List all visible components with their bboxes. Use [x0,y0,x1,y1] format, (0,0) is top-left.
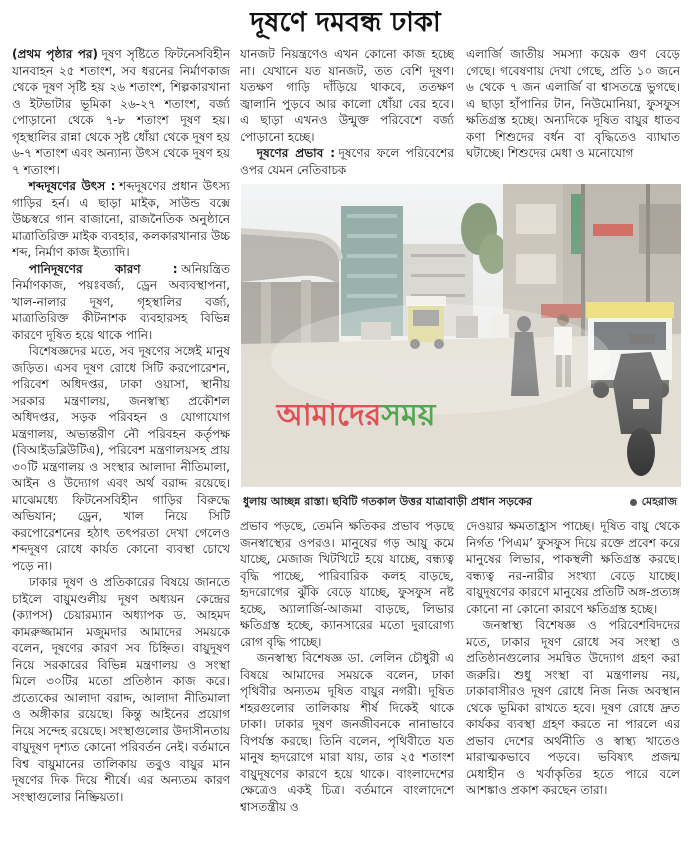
column-3-bottom [466,518,680,842]
paragraph [12,343,230,574]
subhead-impact: দূষণের প্রভাব : [256,146,336,160]
paragraph-text: জনস্বাস্থ্য বিশেষজ্ঞ ডা. লেলিন চৌধুরী এ বিষয়ে আমাদের সময়কে বলেন, ঢাকা পৃথিবীর অন্যতম দূষিত বায়ুর নগরী। দূষিত শহরগুলোর তালিকায় শীর্ষ দিকেই থাকে ঢাকা। ঢাকার দূষণ জনজীবনকে নানাভাবে বিপর্যস্ত করছে। তিনি বলেন, পৃথিবীতে যত মানুষ হৃদরোগে মারা যায়, তার ২৫ শতাংশ বায়ুদূষণের কারণে হয়ে থাকে। বাংলাদেশের ক্ষেত্রেও একই চিত্র। বর্তমানে বাংলাদেশে শ্বাসতন্ত্রীয় ও [240,651,454,814]
photo-credit [630,492,677,512]
photo-caption: ধুলায় আচ্ছন্ন রাস্তা। ছবিটি গতকাল উত্তর যাত্রাবাড়ী প্রধান সড়কের [243,495,533,508]
paragraph-text: শব্দদূষণের প্রধান উৎস্য গাড়ির হর্ন। এ ছাড়া মাইক, সাউন্ড বক্সে উচ্চস্বরে গান বাজানো, রাজনৈতিক অনুষ্ঠানে মাত্রাতিরিক্ত মাইক ব্যবহার, কলকারখানার উচ্চ শব্দ, নির্মাণ কাজ ইত্যাদি। [12,179,230,259]
paragraph [12,261,230,344]
paragraph [12,46,230,178]
paragraph-text: যানজট নিয়ন্ত্রণেও এখন কোনো কাজ হচ্ছে না। যেখানে যত যানজট, তত বেশি দূষণ। যতক্ষণ গাড়ি দাঁড়িয়ে থাকবে, ততক্ষণ জ্বালানি পুড়বে আর কালো ধোঁয়া বের হবে। এ ছাড়া এখনও উন্মুক্ত পরিবেশে বর্জ্য পোড়ানো হচ্ছে। [240,47,454,144]
paragraph [466,46,680,162]
paragraph-text: অনিয়ন্ত্রিত নির্মাণকাজ, পয়ঃবর্জ্য, ড্রেন অব্যবস্থাপনা, খাল-নালার দূষণ, গৃহস্থালির বর্জ্য, মাত্রাতিরিক্ত কীটনাশক ব্যবহারসহ বিভিন্ন কারণে দূষিত হয়ে থাকে পানি। [12,261,230,342]
paragraph [466,518,680,617]
paragraph-text: এলার্জি জাতীয় সমস্যা কয়েক গুণ বেড়ে গেছে। গবেষণায় দেখা গেছে, প্রতি ১০ জনে ৬ থেকে ৭ জন এলার্জি বা শ্বাসতন্ত্রে ভুগছে। এ ছাড়া হাঁপানির টান, নিউমোনিয়া, ফুসফুস ক্ষতিগ্রস্ত হচ্ছে। অন্যদিকে দূষিত বায়ুর ধাতব কণা শিশুদের বর্ধন বা বৃদ্ধিতেও ব্যাঘাত ঘটাচ্ছে। শিশুদের মেধা ও মনোযোগ [466,47,680,160]
paragraph-text: দূষণের ফলে পরিবেশের ওপর যেমন নেতিবাচক [240,146,454,177]
paragraph [240,518,454,650]
column-1 [12,46,230,842]
paragraph-text: দেওয়ার ক্ষমতাহ্রাস পাচ্ছে। দূষিত বায়ু থেকে নির্গত ‘পিএম’ ফুসফুস দিয়ে রক্তে প্রবেশ করে মানুষের লিভার, পাকস্থলী ক্ষতিগ্রস্ত করছে। বন্ধ্যত্ব নর-নারীর সংখ্যা বেড়ে যাচ্ছে। বায়ুদূষণের কারণে মানুষের প্রতিটি অঙ্গ-প্রত্যঙ্গ কোনো না কোনো কারণে ক্ষতিগ্রস্ত হচ্ছে। [466,519,680,616]
paragraph-text: ঢাকার দূষণ ও প্রতিকারের বিষয়ে জানতে চাইলে বায়ুমণ্ডলীয় দূষণ অধ্যয়ন কেন্দ্রের (ক্যাপস) চেয়ারম্যান অধ্যাপক ড. আহমদ কামরুজ্জামান মজুমদার আমাদের সময়কে বলেন, দূষণের কারণ সব চিহ্নিত। বায়ুদূষণ নিয়ে সরকারের বিভিন্ন মন্ত্রণালয় ও সংস্থা মিলে ৩০টির মতো প্রতিষ্ঠান কাজ করে। প্রত্যেকের আলাদা বরাদ্দ, আলাদা নীতিমালা ও অঙ্গীকার রয়েছে। কিন্তু আইনের প্রয়োগ নিয়ে সন্দেহ রয়েছে। সংস্থাগুলোর উদাসীনতায় বায়ুদূষণ দৃশ্যত কোনো পরিবর্তন নেই। বর্তমানে বিশ্ব বায়ুমানের তালিকায় তবুও বায়ুর মান দূষণের দিক দিয়ে শীর্ষে। এর অন্যতম কারণ সংস্থাগুলোর নিষ্ক্রিয়তা। [12,575,230,804]
photographer-name: মেহরাজ [641,495,677,508]
paragraph-text: বিশেষজ্ঞদের মতে, সব দূষণের সঙ্গেই মানুষ জড়িত। এসব দূষণ রোধে সিটি করপোরেশন, পরিবেশ অধিদপ্তর, ঢাকা ওয়াসা, স্থানীয় সরকার মন্ত্রণালয়, জনস্বাস্থ্য প্রকৌশল অধিদপ্তর, সড়ক পরিবহন ও যোগাযোগ মন্ত্রণালয়, অভ্যন্তরীণ নৌ পরিবহন কর্তৃপক্ষ (বিআইডব্লিউটিএ), পরিবেশ মন্ত্রণালয়সহ প্রায় ৩০টি মন্ত্রণালয় ও সংস্থার আলাদা নীতিমালা, আইন ও উদ্যোগ এবং অর্থ বরাদ্দ রয়েছে। মাঝেমধ্যে ফিটনেসবিহীন গাড়ির বিরুদ্ধে অভিযান; ড্রেন, খাল নিয়ে সিটি করপোরেশনের হঠাৎ তৎপরতা দেখা গেলেও শব্দদূষণ রোধে কার্যত কোনো ব্যবস্থা চোখে পড়ে না। [12,344,230,573]
photo-scene [241,184,681,487]
headline: দূষণে দমবন্ধ ঢাকা [250,7,441,38]
paragraph-lead: (প্রথম পৃষ্ঠার পর) [12,47,99,61]
photo-caption-bar [241,492,681,512]
paragraph-text: প্রভাব পড়ছে, তেমনি ক্ষতিকর প্রভাব পড়ছে জনস্বাস্থ্যের ওপরও। মানুষের গড় আয়ু কমে যাচ্ছে, মেজাজ খিটখিটে হয়ে যাচ্ছে, বন্ধ্যত্ব বৃদ্ধি পাচ্ছে, পারিবারিক কলহ বাড়ছে, হৃদরোগের ঝুঁকি বেড়ে যাচ্ছে, ফুসফুস নষ্ট হচ্ছে, অ্যালার্জি-আজমা বাড়ছে, লিভার ক্ষতিগ্রস্ত হচ্ছে, ক্যানসারের মতো দুরারোগ্য রোগ বৃদ্ধি পাচ্ছে। [240,519,454,649]
bullet-icon [630,499,637,506]
news-photo [241,184,681,487]
paragraph-text: দূষণ সৃষ্টিতে ফিটনেসবিহীন যানবাহন ২৫ শতাংশ, সব ধরনের নির্মাণকাজ থেকে দূষণ সৃষ্টি হয় ২৬ শতাংশ, শিল্পকারখানা ও ইটভাটার ভূমিকা ২৬-২৭ শতাংশ, বর্জ্য পোড়ানো থেকে ৭-৮ শতাংশ দূষণ হয়। গৃহস্থালির রান্না থেকে সৃষ্ট ধোঁয়া থেকে দূষণ হয় ৬-৭ শতাংশ এবং অন্যান্য উৎস থেকে দূষণ হয় ৭ শতাংশ। [12,47,230,177]
paragraph [240,650,454,815]
column-2-bottom [240,518,454,842]
watermark-part-2: সময় [381,398,436,433]
watermark-part-1: আমাদের [276,398,382,433]
column-3-top [466,46,680,180]
newspaper-watermark [241,394,471,438]
paragraph [240,145,454,178]
paragraph [466,617,680,799]
paragraph [240,46,454,145]
paragraph [12,574,230,805]
column-2-top [240,46,454,180]
paragraph-text: জনস্বাস্থ্য বিশেষজ্ঞ ও পরিবেশবিদদের মতে, ঢাকার দূষণ রোধে সব সংস্থা ও প্রতিষ্ঠানগুলোর সমন্বিত উদ্যোগ গ্রহণ করা জরুরি। শুধু সংস্থা বা মন্ত্রণালয় নয়, ঢাকাবাসীরও দূষণ রোধে নিজ নিজ অবস্থান থেকে ভূমিকা রাখতে হবে। দূষণ রোধে দ্রুত কার্যকর ব্যবস্থা গ্রহণ করতে না পারলে এর প্রভাব দেশের অর্থনীতি ও স্বাস্থ্য খাতেও মারাত্মকভাবে পড়বে। ভবিষ্যৎ প্রজন্ম মেধাহীন ও খর্বাকৃতির হতে পারে বলে আশঙ্কাও প্রকাশ করছেন তারা। [466,618,680,797]
subhead-noise-pollution: শব্দদূষণের উৎস : [28,179,116,193]
subhead-water-pollution: পানিদূষণের কারণ : [28,261,178,276]
paragraph [12,178,230,261]
